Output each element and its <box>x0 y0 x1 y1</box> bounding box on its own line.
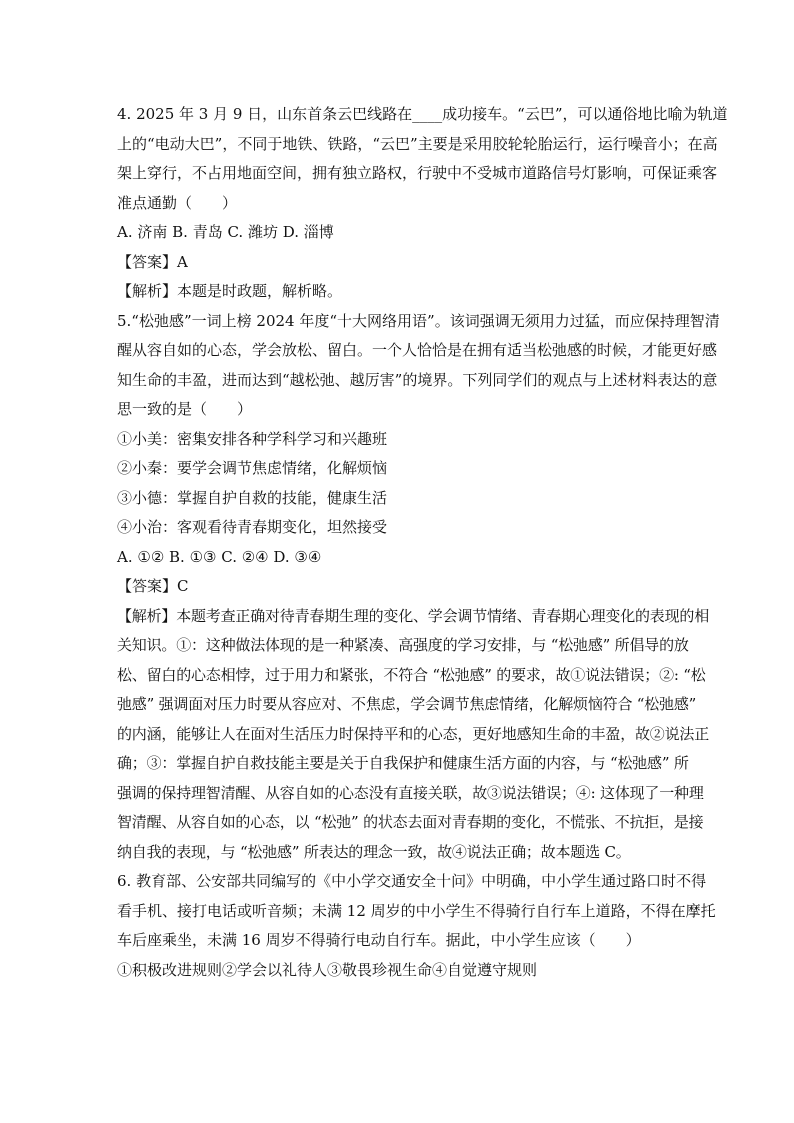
question-5-item-2: ②小秦：要学会调节焦虑情绪，化解烦恼 <box>117 459 388 477</box>
question-5-analysis-line-9: 纳自我的表现，与 “松弛感” 所表达的理念一致，故④说法正确；故本题选 C。 <box>117 842 631 861</box>
question-5-answer: 【答案】C <box>117 577 189 595</box>
question-5-analysis-line-1: 【解析】本题考查正确对待青春期生理的变化、学会调节情绪、青春期心理变化的表现的相 <box>117 606 710 625</box>
question-4-answer: 【答案】A <box>117 252 188 271</box>
question-5-analysis-line-4: 弛感” 强调面对压力时要从容应对、不焦虑，学会调节焦虑情绪，化解烦恼符合 “松弛感” <box>117 695 697 713</box>
question-4-stem-line-3: 架上穿行，不占用地面空间，拥有独立路权，行驶中不受城市道路信号灯影响，可保证乘客 <box>117 164 718 182</box>
question-5-analysis-line-7: 强调的保持理智清醒、从容自如的心态没有直接关联，故③说法错误；④: 这体现了一种理 <box>117 783 704 802</box>
question-5-options: A. ①② B. ①③ C. ②④ D. ③④ <box>117 547 322 566</box>
question-4-stem-line-4: 准点通勤（ ） <box>117 193 238 212</box>
question-5-analysis-line-6: 确；③：掌握自护自救技能主要是关于自我保护和健康生活方面的内容，与 “松弛感” 所 <box>117 754 689 772</box>
question-5-item-3: ③小德：掌握自护自救的技能，健康生活 <box>117 488 388 507</box>
question-5-stem-line-2: 醒从容自如的心态，学会放松、留白。一个人恰恰是在拥有适当松弛感的时候，才能更好感 <box>117 341 718 359</box>
question-5-item-1: ①小美：密集安排各种学科学习和兴趣班 <box>117 429 388 448</box>
question-5-analysis-line-8: 智清醒、从容自如的心态，以 “松弛” 的状态去面对青春期的变化，不慌张、不抗拒，是接 <box>117 813 704 831</box>
question-6-stem-line-1: 6. 教育部、公安部共同编写的《中小学交通安全十问》中明确，中小学生通过路口时不得 <box>117 872 707 890</box>
question-4-stem-line-2: 上的“电动大巴”，不同于地铁、铁路，“云巴”主要是采用胶轮轮胎运行，运行噪音小；在高 <box>117 134 718 153</box>
question-5-item-4: ④小治：客观看待青春期变化，坦然接受 <box>117 518 388 536</box>
question-5 <box>117 307 720 868</box>
question-4-analysis: 【解析】本题是时政题，解析略。 <box>117 282 343 300</box>
question-5-stem-line-4: 思一致的是（ ） <box>117 400 253 418</box>
question-6-stem-line-2: 看手机、接打电话或听音频；未满 12 周岁的中小学生不得骑行自行车上道路，不得在摩托 <box>117 901 716 920</box>
question-4 <box>117 100 728 307</box>
question-6-stem-line-3: 车后座乘坐，未满 16 周岁不得骑行电动自行车。据此，中小学生应该（ ） <box>117 931 641 949</box>
document-page <box>117 100 728 985</box>
question-4-stem-line-1: 4. 2025 年 3 月 9 日，山东首条云巴线路在____成功接车。“云巴”，可以通俗地比喻为轨道 <box>117 105 728 123</box>
question-4-options: A. 济南 B. 青岛 C. 潍坊 D. 淄博 <box>117 223 334 241</box>
question-6-items: ①积极改进规则②学会以礼待人③敬畏珍视生命④自觉遵守规则 <box>117 960 538 979</box>
question-5-analysis-line-5: 的内涵，能够让人在面对生活压力时保持平和的心态，更好地感知生命的丰盈，故②说法正 <box>117 724 710 743</box>
question-6 <box>117 867 716 985</box>
question-5-analysis-line-3: 松、留白的心态相悖，过于用力和紧张，不符合 “松弛感” 的要求，故①说法错误；②: “松 <box>117 665 706 684</box>
question-5-stem-line-1: 5.“松弛感”一词上榜 2024 年度“十大网络用语”。该词强调无须用力过猛，而应保持理智清 <box>117 311 720 330</box>
question-5-stem-line-3: 知生命的丰盈，进而达到“越松弛、越厉害”的境界。下列同学们的观点与上述材料表达的意 <box>117 370 718 389</box>
question-5-analysis-line-2: 关知识。①：这种做法体现的是一种紧凑、高强度的学习安排，与 “松弛感” 所倡导的放 <box>117 636 689 654</box>
